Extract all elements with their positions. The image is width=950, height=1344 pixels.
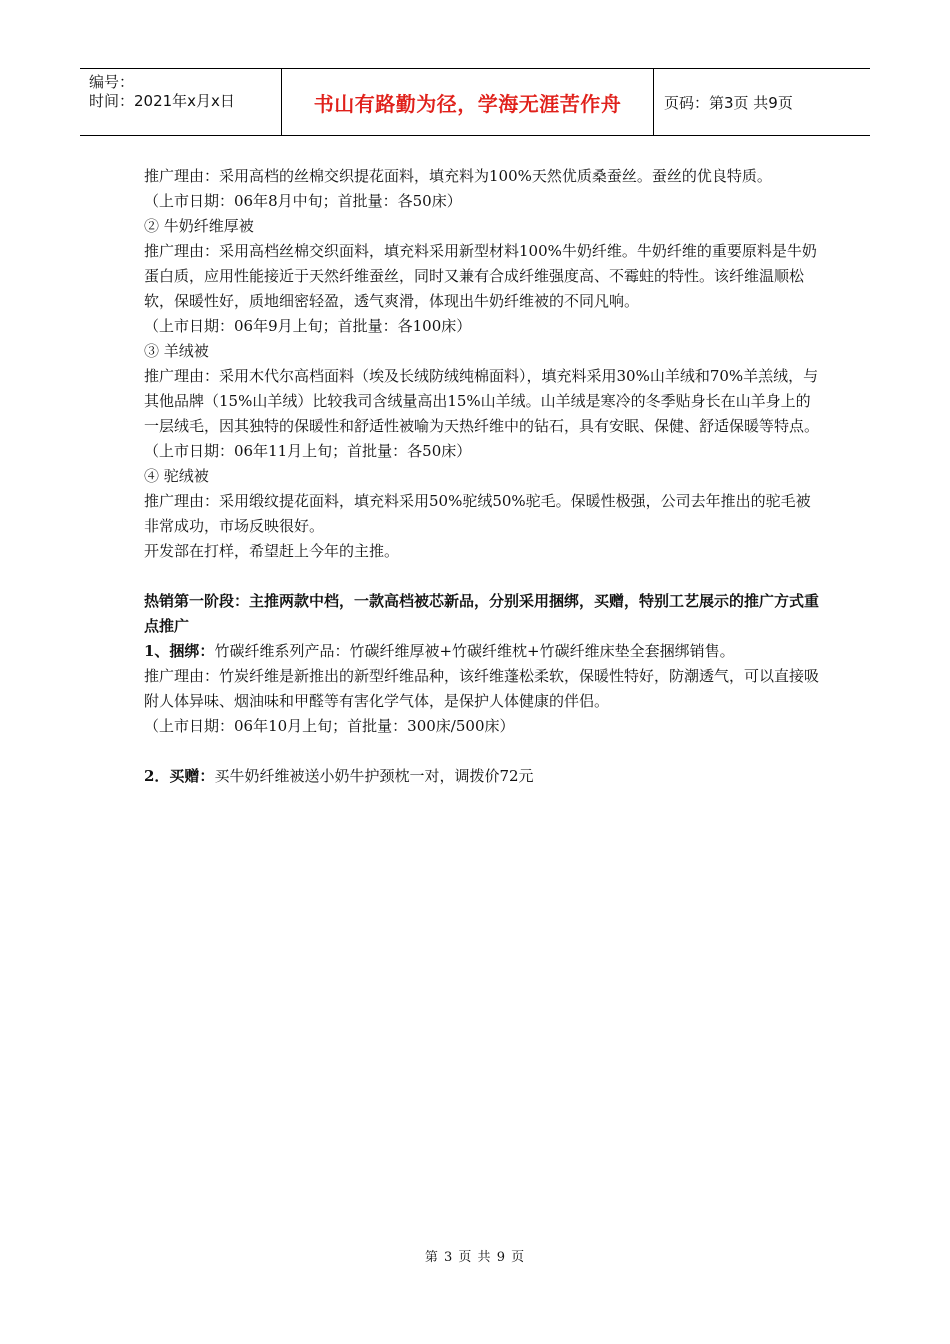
header-meta (80, 69, 282, 135)
heading-camel-quilt: ④ 驼绒被 (144, 467, 209, 485)
heading-milk-fiber-quilt: ② 牛奶纤维厚被 (144, 217, 254, 235)
stage-one-heading: 热销第一阶段：主推两款中档，一款高档被芯新品，分别采用捆绑，买赠，特别工艺展示的推广方式重点推广 (144, 592, 820, 635)
page-footer: 第 3 页 共 9 页 (424, 1250, 526, 1265)
paragraph-cashmere-reason: 推广理由：采用木代尔高档面料（埃及长绒防绒纯棉面料），填充料采用30%山羊绒和70%羊羔绒，与其他品牌（15%山羊绒）比较我司含绒量高出15%山羊绒。山羊绒是寒冷的冬季贴身长在山羊身上的一层绒毛，因其独特的保暖性和舒适性被喻为天热纤维中的钻石，具有安眠、保健、舒适保暖等特点。 (144, 367, 820, 435)
header-motto: 书山有路勤为径，学海无涯苦作舟 (313, 91, 622, 116)
bundle-launch: （上市日期：06年10月上旬；首批量：300床/500床） (144, 717, 515, 735)
heading-cashmere-quilt: ③ 羊绒被 (144, 342, 209, 360)
bundle-reason: 推广理由：竹炭纤维是新推出的新型纤维品种，该纤维蓬松柔软，保暖性特好，防潮透气，可以直接吸附人体异味、烟油味和甲醛等有害化学气体，是保护人体健康的伴侣。 (144, 667, 820, 710)
gift-text: 买牛奶纤维被送小奶牛护颈枕一对，调拨价72元 (214, 767, 534, 785)
header-page-info: 页码：第3页 共9页 (664, 93, 793, 112)
header-page-info-cell (654, 69, 870, 135)
paragraph-cashmere-launch: （上市日期：06年11月上旬；首批量：各50床） (144, 442, 472, 460)
header-motto-cell (282, 69, 654, 135)
bundle-label: 1、捆绑： (144, 642, 215, 660)
gift-paragraph (144, 764, 820, 789)
document-body (144, 164, 820, 789)
document-number-label: 编号： (89, 73, 135, 91)
paragraph-milk-fiber-reason: 推广理由：采用高档丝棉交织面料，填充料采用新型材料100%牛奶纤维。牛奶纤维的重要原料是牛奶蛋白质，应用性能接近于天然纤维蚕丝，同时又兼有合成纤维强度高、不霉蛀的特性。该纤维温顺松软，保暖性好，质地细密轻盈，透气爽滑，体现出牛奶纤维被的不同凡响。 (144, 242, 817, 310)
paragraph-silk-reason: 推广理由：采用高档的丝棉交织提花面料，填充料为100%天然优质桑蚕丝。蚕丝的优良特质。 (144, 167, 772, 185)
spacer (144, 739, 820, 764)
spacer (144, 564, 820, 589)
bundle-text: 竹碳纤维系列产品：竹碳纤维厚被+竹碳纤维枕+竹碳纤维床垫全套捆绑销售。 (214, 642, 735, 660)
document-date: 时间：2021年x月x日 (89, 92, 235, 110)
bundle-paragraph (144, 639, 820, 664)
paragraph-silk-launch: （上市日期：06年8月中旬；首批量：各50床） (144, 192, 462, 210)
gift-label: 2．买赠： (144, 767, 215, 785)
paragraph-development-note: 开发部在打样，希望赶上今年的主推。 (144, 542, 400, 560)
paragraph-milk-fiber-launch: （上市日期：06年9月上旬；首批量：各100床） (144, 317, 472, 335)
paragraph-camel-reason: 推广理由：采用缎纹提花面料，填充料采用50%驼绒50%驼毛。保暖性极强，公司去年推出的驼毛被非常成功，市场反映很好。 (144, 492, 811, 535)
page-header (80, 68, 870, 136)
